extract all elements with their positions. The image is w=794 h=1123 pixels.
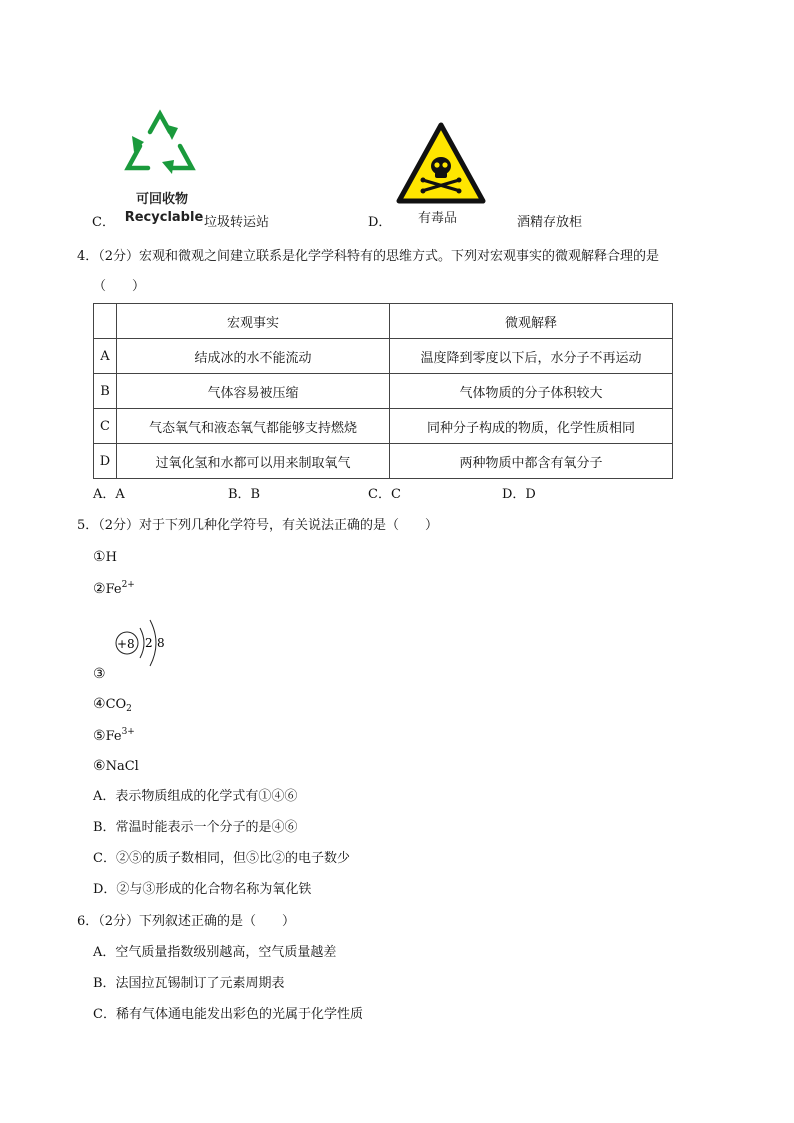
row-label: A (94, 339, 117, 374)
table-row (94, 444, 673, 479)
table-row (94, 339, 673, 374)
poison-sign-label: 有毒品 (418, 211, 458, 226)
row-explain: 温度降到零度以下后，水分子不再运动 (390, 339, 673, 374)
symbol-3 (93, 666, 106, 683)
symbol-number: ④ (93, 696, 106, 712)
symbol-number: ① (93, 549, 106, 565)
row-fact: 过氧化氢和水都可以用来制取氧气 (117, 444, 390, 479)
recycle-logo-en: Recyclable (124, 210, 204, 225)
q5-stem: 5．（2分）对于下列几种化学符号，有关说法正确的是（ ） (77, 518, 439, 533)
row-explain: 同种分子构成的物质，化学性质相同 (390, 409, 673, 444)
symbol-text: Fe (105, 582, 122, 597)
atom-structure-diagram (110, 608, 180, 668)
symbol-number: ③ (93, 666, 106, 682)
symbol-number: ⑤ (93, 728, 106, 744)
q6-option-c: C．稀有气体通电能发出彩色的光属于化学性质 (93, 1007, 363, 1022)
q5-option-c: C．②⑤的质子数相同，但⑤比②的电子数少 (93, 851, 350, 866)
row-explain: 两种物质中都含有氧分子 (390, 444, 673, 479)
q5-option-a: A．表示物质组成的化学式有①④⑥ (93, 789, 298, 804)
row-fact: 气态氧气和液态氧气都能够支持燃烧 (117, 409, 390, 444)
q4-table (93, 303, 673, 479)
symbol-charge: 3+ (121, 727, 135, 737)
recycle-logo-cn: 可回收物 (135, 192, 188, 207)
symbol-charge: 2+ (121, 580, 135, 590)
poison-warning-icon (396, 122, 486, 204)
symbol-text: H (105, 550, 117, 565)
q6-option-b: B．法国拉瓦锡制订了元素周期表 (93, 976, 285, 991)
atom-nucleus-label: +8 (117, 637, 135, 651)
row-fact: 结成冰的水不能流动 (117, 339, 390, 374)
symbol-6 (93, 758, 139, 775)
symbol-subscript: 2 (126, 704, 132, 714)
atom-shell-2-count: 8 (157, 636, 165, 650)
q4-paren: （ ） (93, 279, 146, 294)
q5-option-b: B．常温时能表示一个分子的是④⑥ (93, 820, 298, 835)
symbol-text: Fe (105, 729, 122, 744)
row-label: C (94, 409, 117, 444)
symbol-4 (93, 696, 132, 715)
q4-option-d: D．D (502, 487, 536, 502)
symbol-5 (93, 727, 135, 745)
table-row (94, 409, 673, 444)
row-label: D (94, 444, 117, 479)
q4-stem: 4．（2分）宏观和微观之间建立联系是化学学科特有的思维方式。下列对宏观事实的微观解释合理的是 (77, 249, 660, 264)
atom-shell-1-count: 2 (145, 636, 153, 650)
table-row (94, 374, 673, 409)
q3-option-d-text: 酒精存放柜 (517, 215, 583, 230)
symbol-text: NaCl (105, 759, 139, 774)
table-header: 微观解释 (390, 304, 673, 339)
q4-option-a: A．A (93, 487, 125, 502)
q3-option-c-text: 垃圾转运站 (204, 215, 270, 230)
q6-option-a: A．空气质量指数级别越高，空气质量越差 (93, 945, 337, 960)
symbol-1 (93, 549, 117, 566)
recycle-icon (112, 102, 212, 192)
table-header: 宏观事实 (117, 304, 390, 339)
symbol-2 (93, 580, 135, 598)
row-label: B (94, 374, 117, 409)
q3-option-c-letter: C． (92, 215, 115, 230)
q4-option-c: C．C (368, 487, 401, 502)
table-header-row (94, 304, 673, 339)
q3-option-d-letter: D． (368, 215, 392, 230)
row-fact: 气体容易被压缩 (117, 374, 390, 409)
row-explain: 气体物质的分子体积较大 (390, 374, 673, 409)
symbol-number: ② (93, 581, 106, 597)
q4-option-b: B．B (228, 487, 261, 502)
q5-option-d: D．②与③形成的化合物名称为氧化铁 (93, 882, 312, 897)
symbol-text: CO (105, 697, 127, 712)
q6-stem: 6．（2分）下列叙述正确的是（ ） (77, 914, 296, 929)
symbol-number: ⑥ (93, 758, 106, 774)
